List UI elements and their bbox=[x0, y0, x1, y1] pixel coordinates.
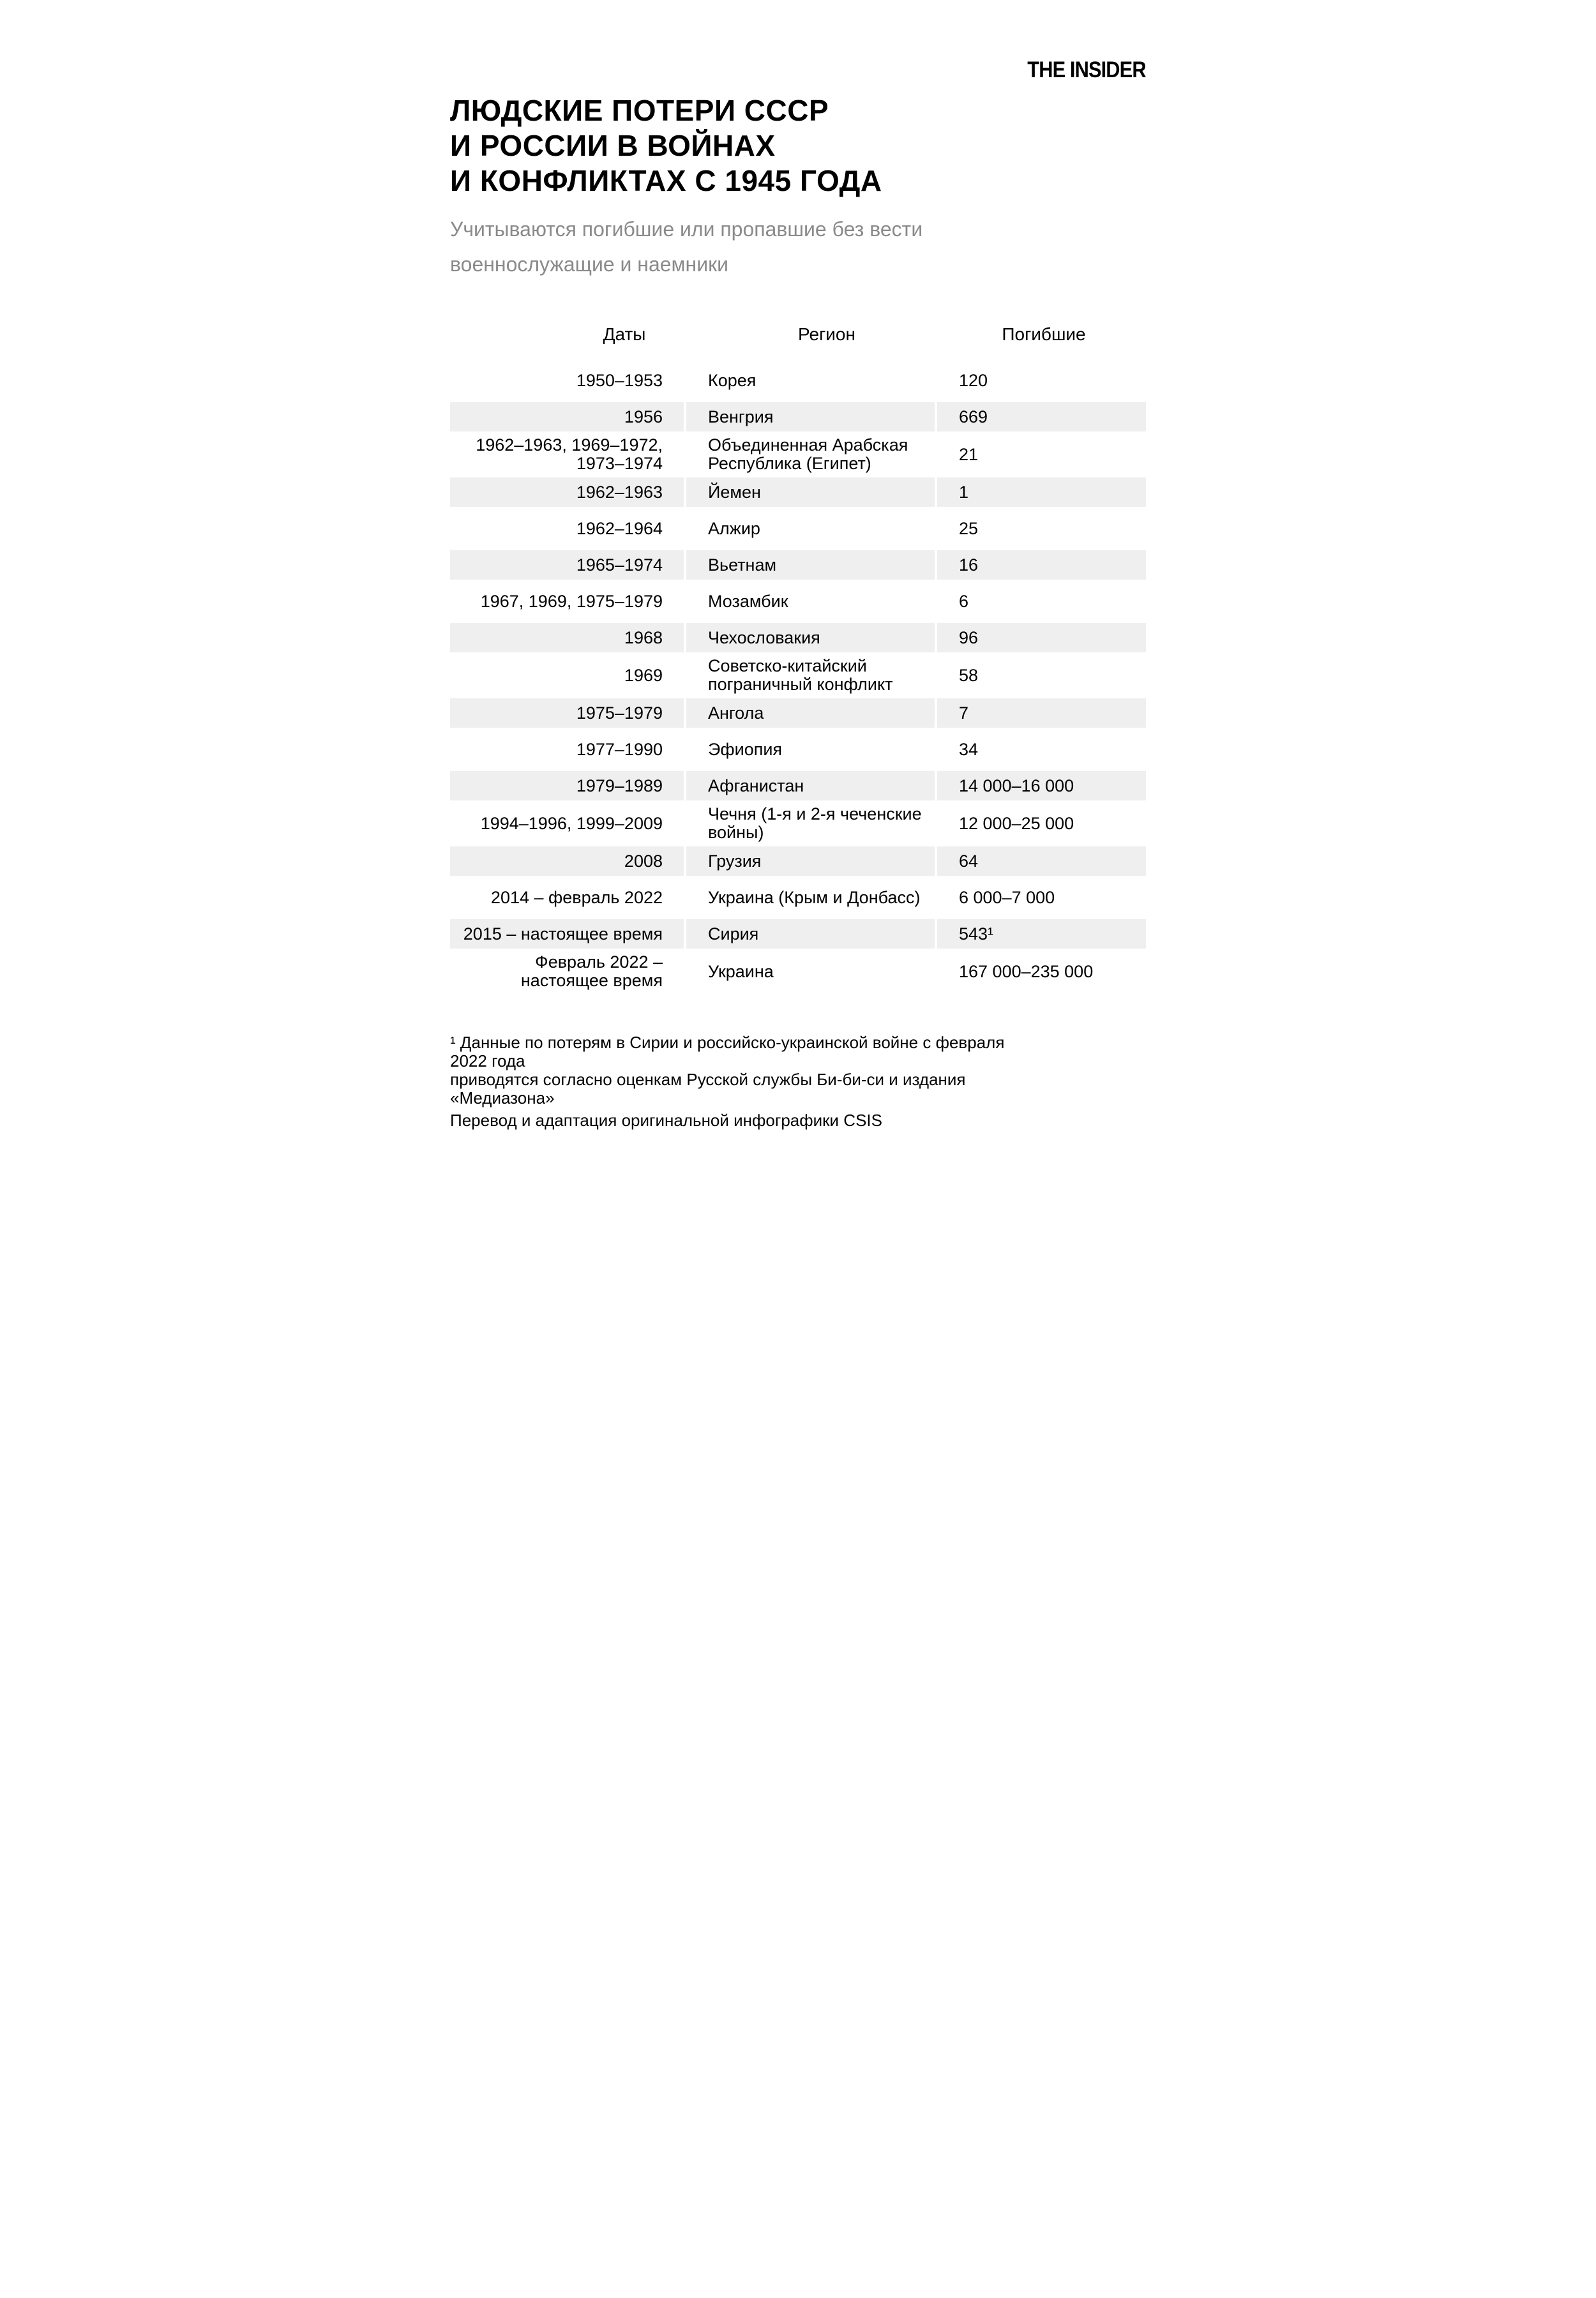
cell-region: Венгрия bbox=[686, 402, 935, 432]
table-row bbox=[450, 698, 1146, 728]
cell-region: Ангола bbox=[686, 698, 935, 728]
table-row bbox=[450, 402, 1146, 432]
page-title-line-1: ЛЮДСКИЕ ПОТЕРИ СССР bbox=[450, 94, 829, 127]
cell-dates: 1956 bbox=[450, 402, 684, 432]
table-row bbox=[450, 771, 1146, 800]
cell-dates: 1962–1964 bbox=[576, 518, 663, 538]
cell-dates: 2014 – февраль 2022 bbox=[490, 887, 663, 907]
cell-region: Эфиопия bbox=[708, 739, 783, 759]
cell-dates: 1967, 1969, 1975–1979 bbox=[480, 591, 663, 611]
page bbox=[399, 0, 1197, 1149]
column-header-deaths: Погибшие bbox=[1002, 324, 1086, 344]
cell-dates: Февраль 2022 – настоящее время bbox=[520, 952, 663, 990]
page-title-line-3: И КОНФЛИКТАХ С 1945 ГОДА bbox=[450, 164, 882, 197]
page-subtitle-line-1: Учитываются погибшие или пропавшие без вести bbox=[450, 218, 923, 241]
cell-region: Объединенная Арабская Республика (Египет) bbox=[708, 435, 908, 473]
cell-dates: 1965–1974 bbox=[450, 550, 684, 580]
cell-deaths: 7 bbox=[937, 698, 1146, 728]
table-row bbox=[450, 507, 1146, 550]
table-row bbox=[450, 623, 1146, 652]
table-row bbox=[450, 359, 1146, 402]
cell-dates: 1962–1963, 1969–1972, 1973–1974 bbox=[476, 435, 663, 473]
cell-region: Украина (Крым и Донбасс) bbox=[708, 887, 921, 907]
table-row bbox=[450, 949, 1146, 995]
cell-deaths: 6 bbox=[959, 591, 969, 611]
column-header-region: Регион bbox=[798, 324, 855, 344]
cell-deaths: 25 bbox=[959, 518, 979, 538]
table-row bbox=[450, 550, 1146, 580]
cell-dates: 1977–1990 bbox=[576, 739, 663, 759]
cell-deaths: 58 bbox=[959, 665, 979, 685]
footnotes bbox=[450, 1033, 1025, 1130]
footnote-credit-line-1: Перевод и адаптация оригинальной инфографики CSIS bbox=[450, 1111, 882, 1130]
cell-dates: 2008 bbox=[450, 846, 684, 876]
cell-region: Чехословакия bbox=[686, 623, 935, 652]
cell-dates: 1969 bbox=[624, 665, 663, 685]
table-row bbox=[450, 800, 1146, 846]
cell-deaths: 64 bbox=[937, 846, 1146, 876]
cell-region: Сирия bbox=[686, 919, 935, 949]
page-title-line-2: И РОССИИ В ВОЙНАХ bbox=[450, 129, 776, 162]
cell-deaths: 669 bbox=[937, 402, 1146, 432]
table-row bbox=[450, 919, 1146, 949]
cell-deaths: 6 000–7 000 bbox=[959, 887, 1055, 907]
table-row bbox=[450, 728, 1146, 771]
footnote-sources-line-2: приводятся согласно оценкам Русской службы Би-би-си и издания «Медиазона» bbox=[450, 1070, 966, 1108]
cell-dates: 1962–1963 bbox=[450, 477, 684, 507]
footnote-sources-line-1: ¹ Данные по потерям в Сирии и российско-украинской войне с февраля 2022 года bbox=[450, 1033, 1005, 1070]
cell-deaths: 543¹ bbox=[937, 919, 1146, 949]
table-row bbox=[450, 876, 1146, 919]
cell-region: Алжир bbox=[708, 518, 760, 538]
table-row bbox=[450, 580, 1146, 623]
cell-dates: 1979–1989 bbox=[450, 771, 684, 800]
cell-deaths: 34 bbox=[959, 739, 979, 759]
cell-deaths: 167 000–235 000 bbox=[959, 961, 1094, 981]
table-row bbox=[450, 432, 1146, 477]
cell-deaths: 16 bbox=[937, 550, 1146, 580]
losses-table bbox=[450, 319, 1146, 995]
cell-region: Грузия bbox=[686, 846, 935, 876]
cell-region: Советско-китайский пограничный конфликт bbox=[708, 656, 893, 694]
page-title bbox=[450, 93, 882, 199]
cell-region: Чечня (1-я и 2-я чеченские войны) bbox=[708, 804, 922, 842]
cell-region: Йемен bbox=[686, 477, 935, 507]
footnote-sources bbox=[450, 1033, 1025, 1108]
page-subtitle bbox=[450, 212, 922, 282]
cell-dates: 2015 – настоящее время bbox=[450, 919, 684, 949]
cell-region: Афганистан bbox=[686, 771, 935, 800]
footnote-credit bbox=[450, 1111, 1025, 1130]
table-row bbox=[450, 477, 1146, 507]
column-header-dates: Даты bbox=[603, 324, 646, 344]
cell-dates: 1968 bbox=[450, 623, 684, 652]
cell-deaths: 12 000–25 000 bbox=[959, 813, 1074, 833]
cell-dates: 1994–1996, 1999–2009 bbox=[480, 813, 663, 833]
table-header-row bbox=[450, 319, 1146, 359]
cell-deaths: 21 bbox=[959, 444, 979, 464]
cell-dates: 1975–1979 bbox=[450, 698, 684, 728]
cell-region: Корея bbox=[708, 370, 757, 390]
table-row bbox=[450, 846, 1146, 876]
table-rows bbox=[450, 359, 1146, 995]
cell-dates: 1950–1953 bbox=[576, 370, 663, 390]
cell-region: Украина bbox=[708, 961, 774, 981]
table-row bbox=[450, 652, 1146, 698]
cell-deaths: 120 bbox=[959, 370, 988, 390]
cell-region: Вьетнам bbox=[686, 550, 935, 580]
cell-deaths: 96 bbox=[937, 623, 1146, 652]
brand-logo: THE INSIDER bbox=[1027, 57, 1146, 82]
cell-deaths: 14 000–16 000 bbox=[937, 771, 1146, 800]
cell-region: Мозамбик bbox=[708, 591, 788, 611]
cell-deaths: 1 bbox=[937, 477, 1146, 507]
page-subtitle-line-2: военнослужащие и наемники bbox=[450, 253, 728, 276]
